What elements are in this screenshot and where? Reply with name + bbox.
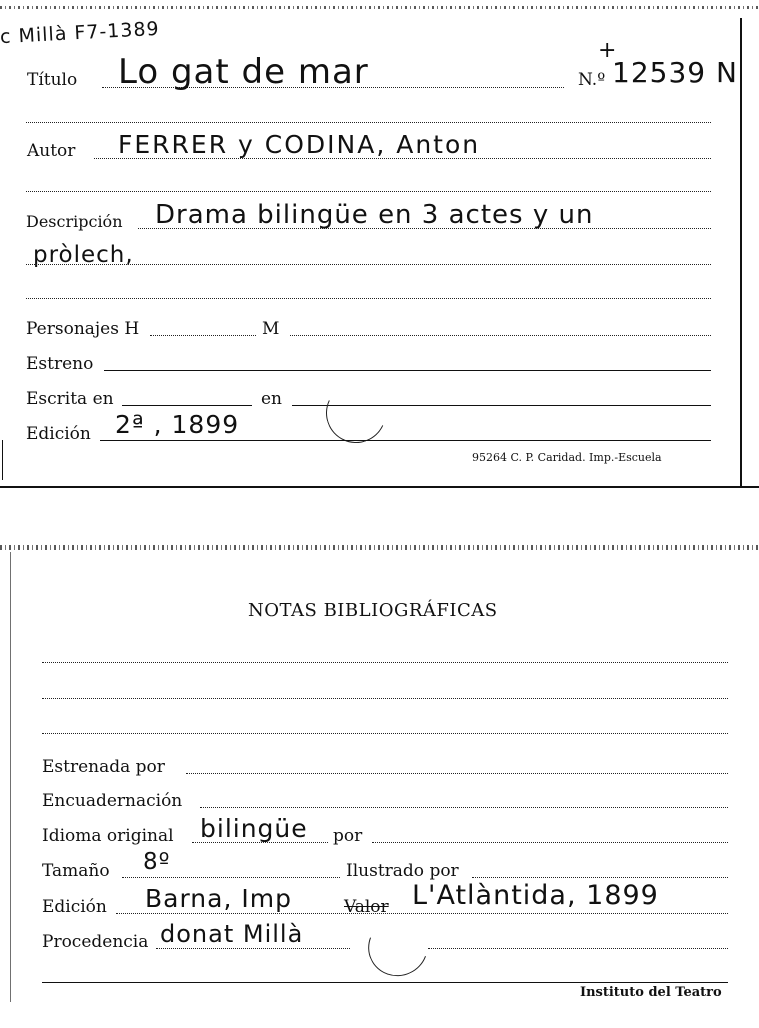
notas-line-2 <box>42 698 728 699</box>
idioma-por-label: por <box>333 826 363 846</box>
estreno-label: Estreno <box>26 354 94 374</box>
encuadernacion-label: Encuadernación <box>42 791 183 811</box>
descripcion-line-2 <box>26 264 711 265</box>
card-top-edge <box>0 6 759 9</box>
edicion-bib-line <box>116 913 728 914</box>
personajes-label: Personajes H <box>26 319 140 339</box>
procedencia-value: donat Millà <box>160 920 304 948</box>
estrenada-line <box>186 773 728 774</box>
escrita-label: Escrita en <box>26 389 114 409</box>
titulo-value: Lo gat de mar <box>118 52 369 92</box>
estreno-line <box>104 370 711 371</box>
card-top-edge-bottom <box>0 545 759 550</box>
escrita-en-label: en <box>261 389 283 409</box>
notas-line-3 <box>42 733 728 734</box>
descripcion-line-3 <box>26 298 711 299</box>
notas-line-1 <box>42 662 728 663</box>
encuadernacion-line <box>200 807 728 808</box>
procedencia-stamp-circle <box>359 908 438 986</box>
titulo-line-2 <box>26 122 711 123</box>
ilustrado-line <box>472 877 728 878</box>
procedencia-label: Procedencia <box>42 932 149 952</box>
catalog-annotation: c Millà F7-1389 <box>0 17 161 49</box>
descripcion-value-1: Drama bilingüe en 3 actes y un <box>155 200 594 230</box>
edicion-bib-label: Edición <box>42 897 107 917</box>
estrenada-label: Estrenada por <box>42 757 165 777</box>
edicion-bib-value-2: L'Atlàntida, 1899 <box>412 880 659 911</box>
institute-footer: Instituto del Teatro <box>580 985 722 1000</box>
notas-heading: NOTAS BIBLIOGRÁFICAS <box>248 600 498 621</box>
procedencia-line <box>156 948 350 949</box>
personajes-m-label: M <box>262 319 280 339</box>
tamano-value: 8º <box>143 849 171 875</box>
escrita-line-1 <box>122 405 252 406</box>
card-left-border <box>2 440 3 480</box>
autor-label: Autor <box>27 141 76 161</box>
numero-value: 12539 N <box>612 56 738 89</box>
edicion-value: 2ª , 1899 <box>115 410 240 439</box>
personajes-m-line <box>290 335 711 336</box>
edicion-line <box>100 440 711 441</box>
numero-label: N.º <box>578 70 606 90</box>
tamano-label: Tamaño <box>42 861 110 881</box>
ilustrado-label: Ilustrado por <box>346 861 459 881</box>
autor-value: FERRER y CODINA, Anton <box>118 130 481 159</box>
tamano-line <box>122 877 340 878</box>
numero-mark: + <box>598 38 618 63</box>
idioma-por-line <box>372 842 728 843</box>
titulo-label: Título <box>27 70 78 90</box>
valor-label: Valor <box>344 897 389 917</box>
edicion-label: Edición <box>26 424 91 444</box>
descripcion-label: Descripción <box>26 212 123 231</box>
card-bottom-border <box>0 486 759 488</box>
bottom-card-rule <box>42 982 728 983</box>
descripcion-value-2: pròlech, <box>33 242 134 268</box>
idioma-value: bilingüe <box>200 814 308 843</box>
idioma-label: Idioma original <box>42 826 174 846</box>
autor-line-2 <box>26 191 711 192</box>
bottom-card-left-border <box>10 552 11 1002</box>
card-right-border <box>740 18 742 488</box>
printer-imprint: 95264 C. P. Caridad. Imp.-Escuela <box>472 451 662 464</box>
personajes-h-line <box>150 335 256 336</box>
procedencia-line-2 <box>428 948 728 949</box>
edicion-bib-value-1: Barna, Imp <box>145 884 292 913</box>
